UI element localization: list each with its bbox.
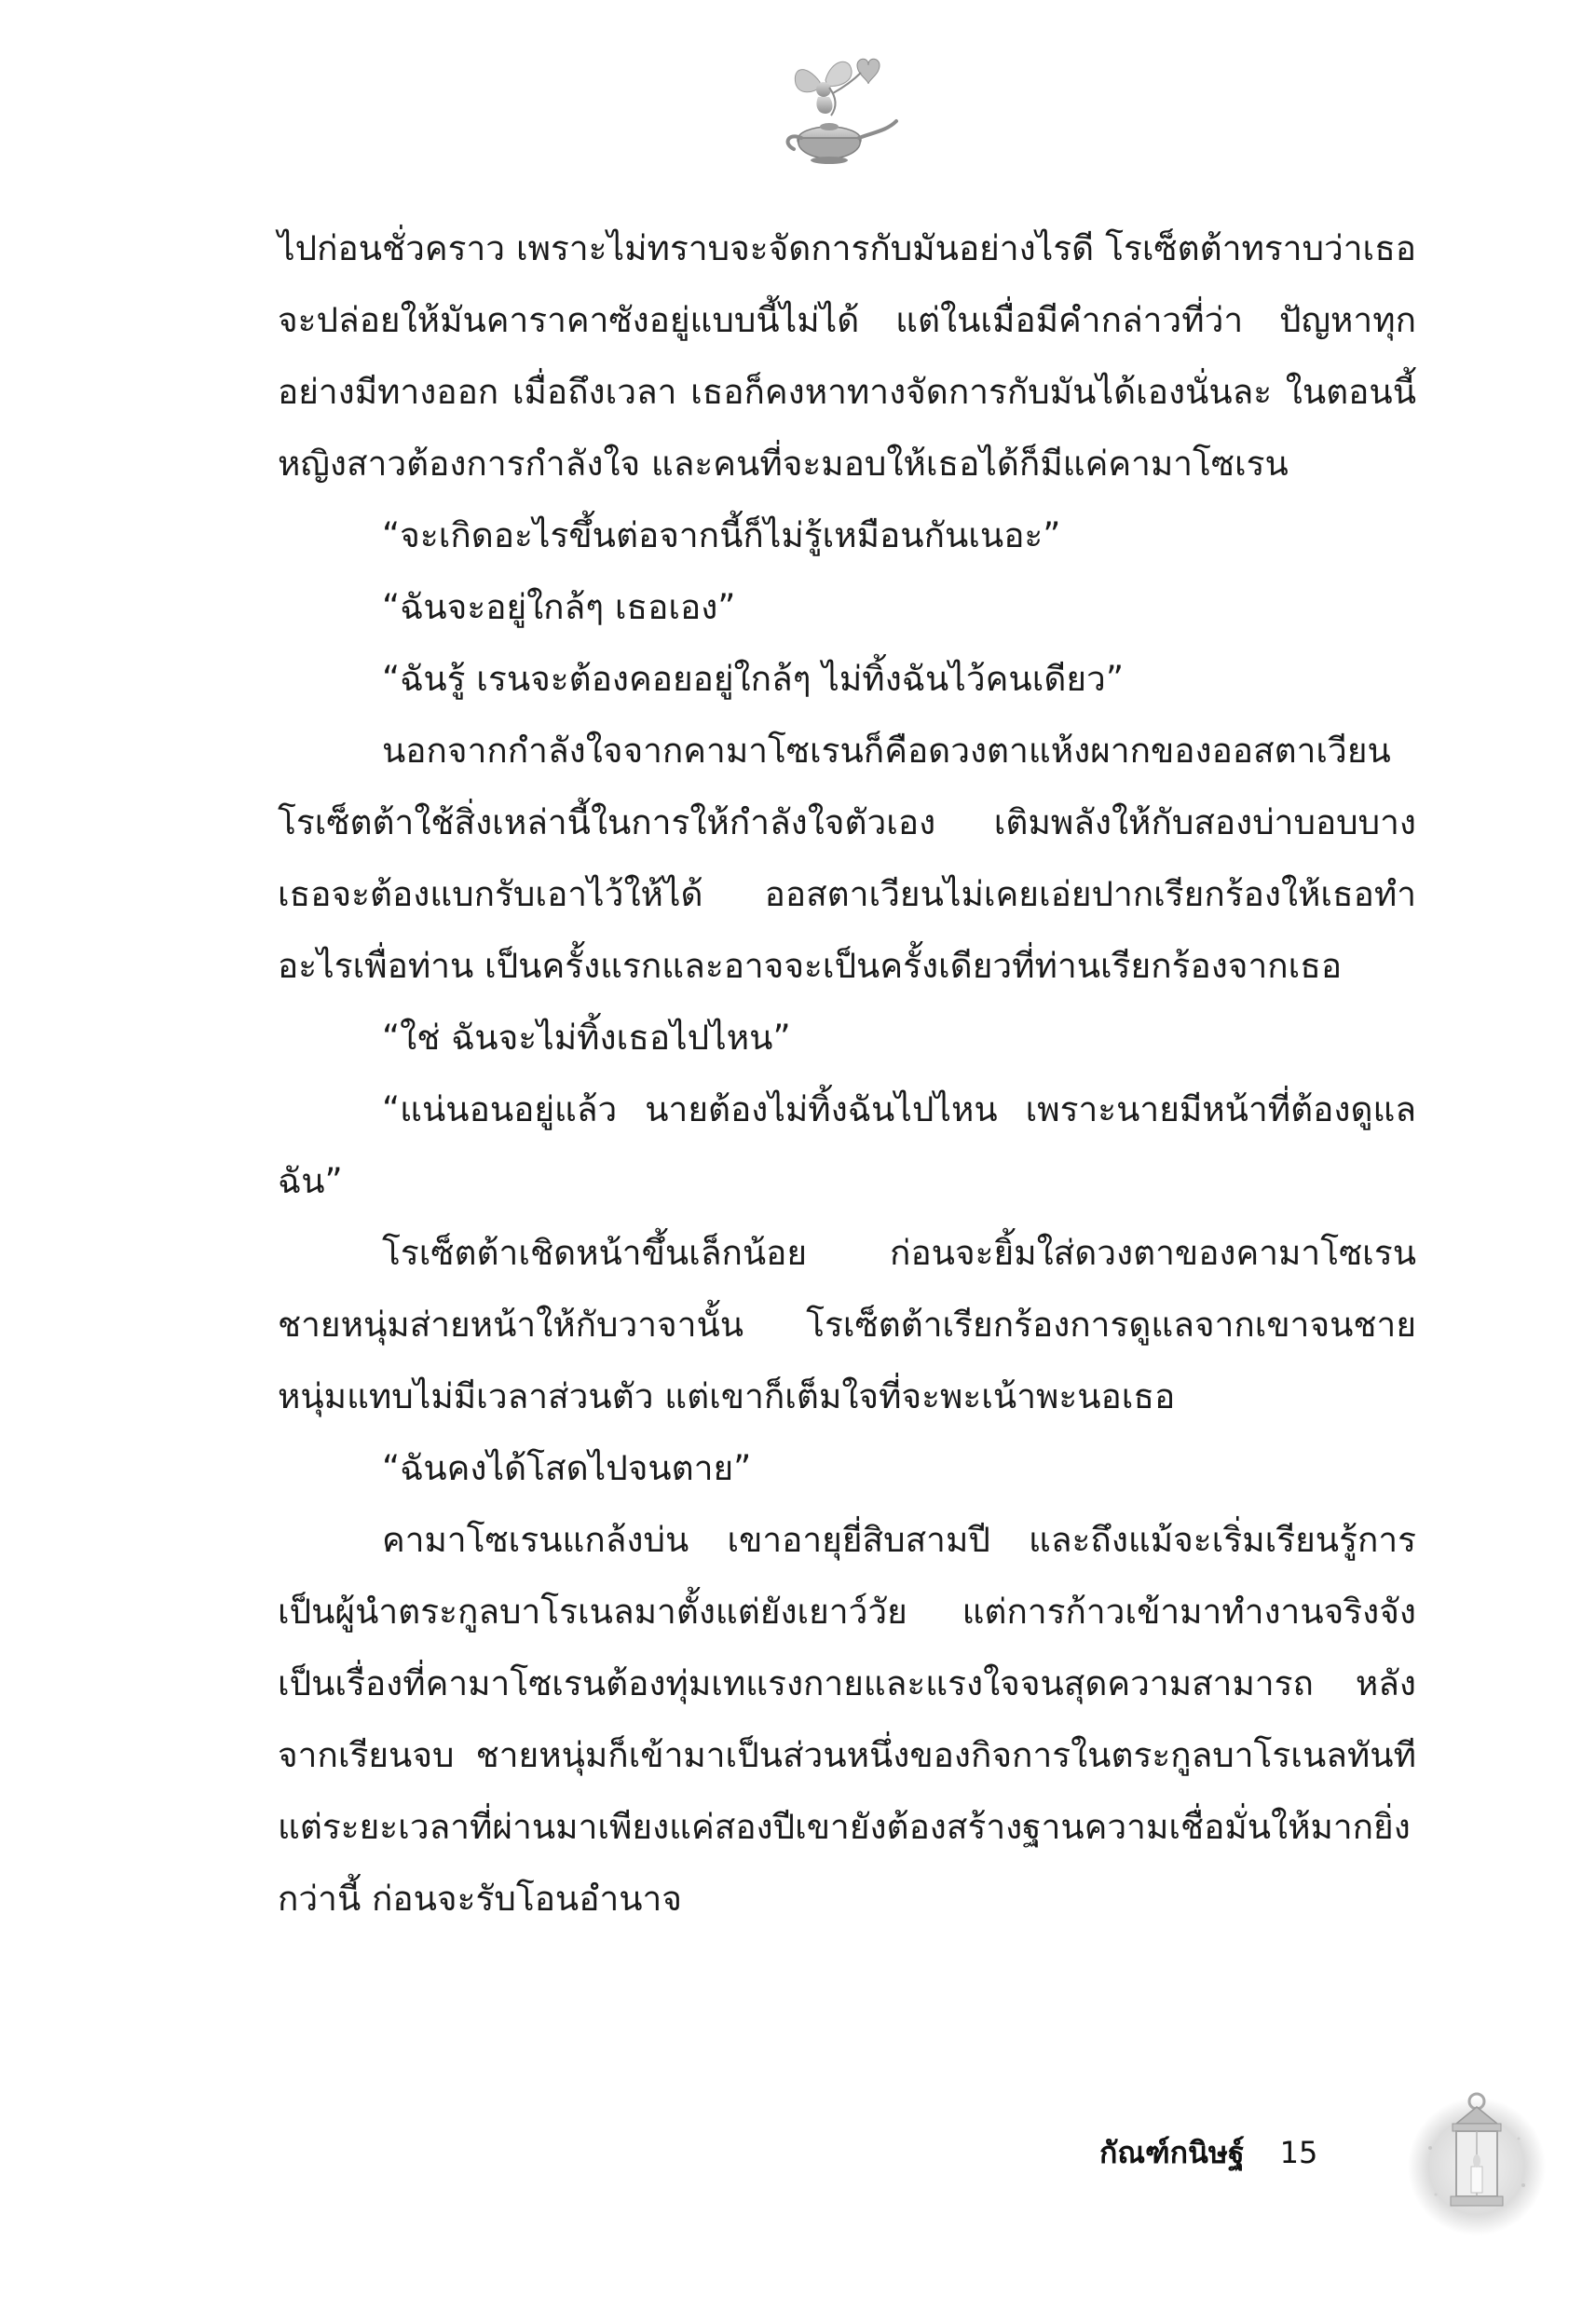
cupid-teapot-ornament-icon: [764, 47, 904, 168]
body-text: [278, 212, 1416, 1935]
paragraph: “จะเกิดอะไรขึ้นต่อจากนี้ก็ไม่รู้เหมือนกันเนอะ”: [382, 515, 1061, 555]
paragraph: คามาโซเรนแกล้งบ่น เขาอายุยี่สิบสามปี และถึงแม้จะเริ่มเรียนรู้การเป็นผู้นำตระกูลบาโรเนลมาตั้งแต่ยังเยาว์วัย แต่การก้าวเข้ามาทำงานจริงจังเป็นเรื่องที่คามาโซเรนต้องทุ่มเทแรงกายและแรงใจจนสุดความสามารถ หลังจากเรียนจบ ชายหนุ่มก็เข้ามาเป็นส่วนหนึ่งของกิจการในตระกูลบาโรเนลทันที แต่ระยะเวลาที่ผ่านมาเพียงแค่สองปีเขายังต้องสร้างฐานความเชื่อมั่นให้มากยิ่งกว่านี้ ก่อนจะรับโอนอำนาจ: [278, 1520, 1416, 1919]
paragraph: “แน่นอนอยู่แล้ว นายต้องไม่ทิ้งฉันไปไหน เพราะนายมีหน้าที่ต้องดูแลฉัน”: [278, 1089, 1416, 1201]
paragraph: “ฉันจะอยู่ใกล้ๆ เธอเอง”: [382, 587, 736, 627]
paragraph: ไปก่อนชั่วคราว เพราะไม่ทราบจะจัดการกับมันอย่างไรดี โรเซ็ตต้าทราบว่าเธอจะปล่อยให้มันคาราคาซังอยู่แบบนี้ไม่ได้ แต่ในเมื่อมีคำกล่าวที่ว่า ปัญหาทุกอย่างมีทางออก เมื่อถึงเวลา เธอก็คงหาทางจัดการกับมันได้เองนั่นละ ในตอนนี้หญิงสาวต้องการกำลังใจ และคนที่จะมอบให้เธอได้ก็มีแค่คามาโซเรน: [278, 228, 1416, 484]
page-number: 15: [1279, 2135, 1318, 2170]
paragraph: “ฉันรู้ เรนจะต้องคอยอยู่ใกล้ๆ ไม่ทิ้งฉันไว้คนเดียว”: [382, 659, 1124, 699]
paragraph: “ใช่ ฉันจะไม่ทิ้งเธอไปไหน”: [382, 1018, 791, 1058]
paragraph: นอกจากกำลังใจจากคามาโซเรนก็คือดวงตาแห้งผากของออสตาเวียน โรเซ็ตต้าใช้สิ่งเหล่านี้ในการให้กำลังใจตัวเอง เติมพลังให้กับสองบ่าบอบบาง เธอจะต้องแบกรับเอาไว้ให้ได้ ออสตาเวียนไม่เคยเอ่ยปากเรียกร้องให้เธอทำอะไรเพื่อท่าน เป็นครั้งแรกและอาจจะเป็นครั้งเดียวที่ท่านเรียกร้องจากเธอ: [278, 731, 1416, 986]
paragraph: โรเซ็ตต้าเชิดหน้าขึ้นเล็กน้อย ก่อนจะยิ้มใส่ดวงตาของคามาโซเรน ชายหนุ่มส่ายหน้าให้กับวาจานั้น โรเซ็ตต้าเรียกร้องการดูแลจากเขาจนชายหนุ่มแทบไม่มีเวลาส่วนตัว แต่เขาก็เต็มใจที่จะพะเน้าพะนอเธอ: [278, 1233, 1416, 1416]
lantern-ornament-icon: [1402, 2083, 1551, 2241]
paragraph: “ฉันคงได้โสดไปจนตาย”: [382, 1448, 752, 1488]
page-footer: [1099, 2125, 1317, 2181]
book-title: กัณฑ์กนิษฐ์: [1099, 2134, 1245, 2170]
